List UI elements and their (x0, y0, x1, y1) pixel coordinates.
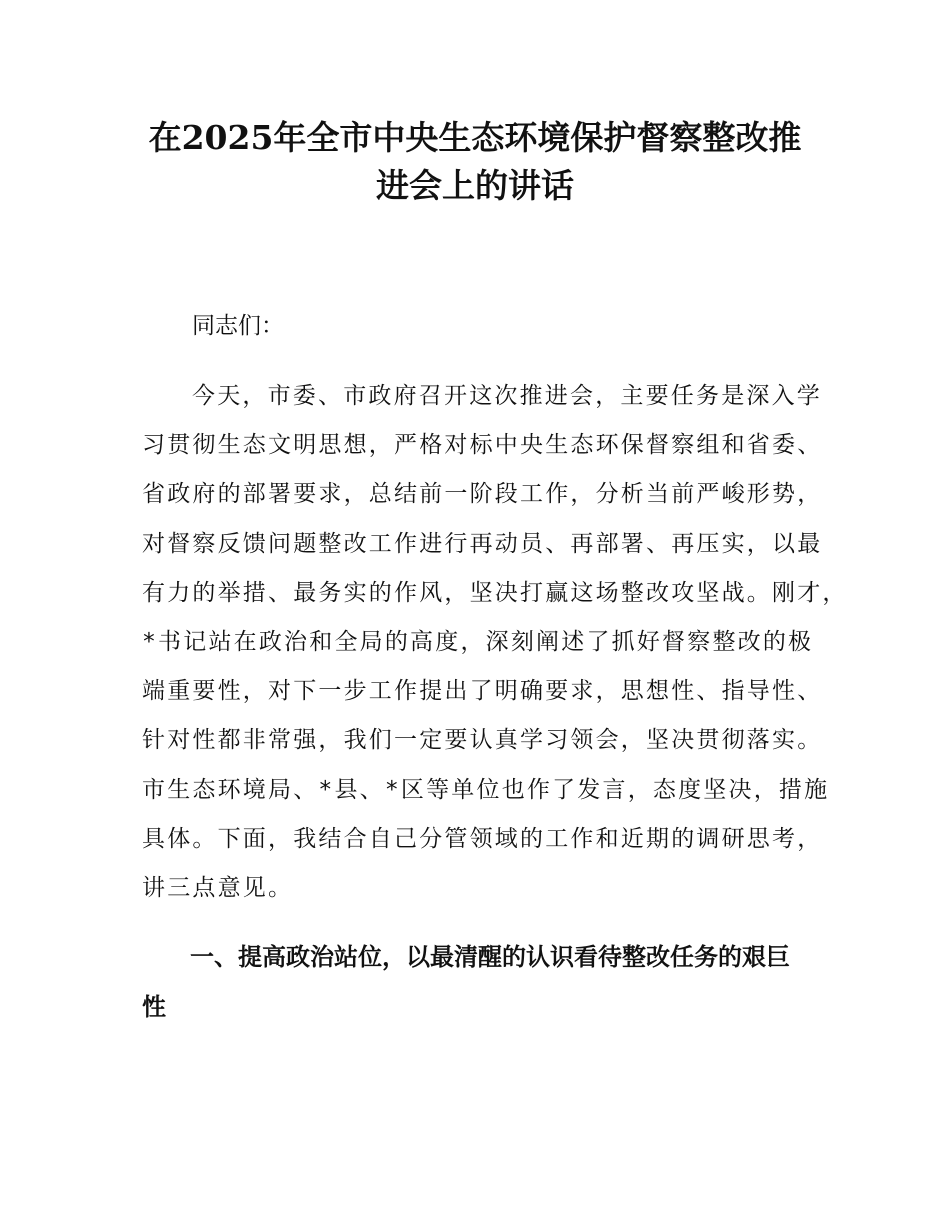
salutation: 同志们： (192, 313, 284, 339)
paragraph-line: *书记站在政治和全局的高度，深刻阐述了抓好督察整改的极 (142, 629, 814, 656)
opening-paragraph (142, 372, 848, 913)
paragraph-line: 端重要性，对下一步工作提出了明确要求，思想性、指导性、 (142, 678, 823, 705)
document-title-line-2: 进会上的讲话 (376, 166, 574, 205)
paragraph-line: 习贯彻生态文明思想，严格对标中央生态环保督察组和省委、 (142, 432, 823, 459)
paragraph-line: 针对性都非常强，我们一定要认真学习领会，坚决贯彻落实。 (142, 727, 823, 754)
section-heading-line: 一、提高政治站位，以最清醒的认识看待整改任务的艰巨 (190, 943, 790, 971)
paragraph-line: 具体。下面，我结合自己分管领域的工作和近期的调研思考， (142, 825, 823, 852)
section-heading-1 (142, 932, 822, 1032)
paragraph-line: 讲三点意见。 (142, 875, 294, 902)
document-title-line-1: 在2025年全市中央生态环境保护督察整改推 (148, 118, 802, 157)
section-heading-line: 性 (142, 993, 166, 1021)
paragraph-line: 省政府的部署要求，总结前一阶段工作，分析当前严峻形势， (142, 481, 823, 508)
paragraph-line: 今天，市委、市政府召开这次推进会，主要任务是深入学 (192, 383, 822, 409)
paragraph-line: 市生态环境局、*县、*区等单位也作了发言，态度坚决，措施 (142, 776, 830, 803)
paragraph-line: 有力的举措、最务实的作风，坚决打赢这场整改攻坚战。刚才， (142, 579, 848, 606)
paragraph-line: 对督察反馈问题整改工作进行再动员、再部署、再压实，以最 (142, 530, 823, 557)
